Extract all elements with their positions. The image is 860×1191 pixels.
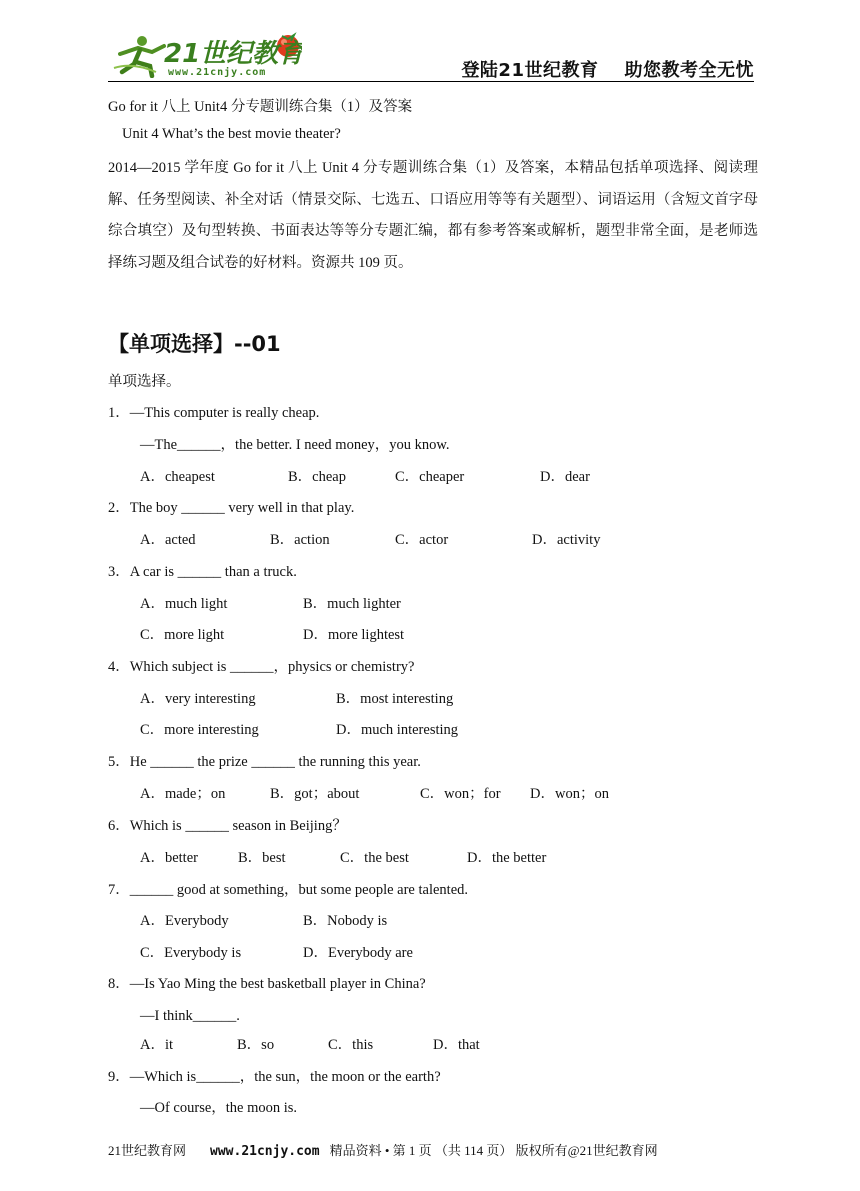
- question-2-stem: 2．The boy ______ very well in that play.: [108, 500, 355, 516]
- question-3-option-c: C．more light: [140, 627, 225, 643]
- page-footer: [108, 1140, 658, 1159]
- section-heading: 【单项选择】--01: [108, 332, 281, 356]
- footer-site: 21世纪教育网: [108, 1143, 187, 1158]
- question-7-option-b: B．Nobody is: [303, 913, 388, 929]
- question-4-option-b: B．most interesting: [336, 691, 454, 707]
- question-2-option-d: D．activity: [532, 532, 601, 548]
- question-5-option-a: A．made；on: [140, 786, 226, 802]
- question-4-option-d: D．much interesting: [336, 722, 459, 738]
- question-7-option-d: D．Everybody are: [303, 945, 413, 961]
- question-8-option-d: D．that: [433, 1037, 480, 1053]
- question-7-option-c: C．Everybody is: [140, 945, 242, 961]
- question-6-stem: 6．Which is ______ season in Beijing？: [108, 818, 347, 834]
- slogan-left: 登陆21世纪教育: [461, 60, 599, 81]
- question-5-stem: 5．He ______ the prize ______ the running this year.: [108, 754, 421, 770]
- question-8-stem-2: —I think______.: [140, 1008, 240, 1024]
- question-9-stem: 9．—Which is______，the sun，the moon or the earth?: [108, 1069, 441, 1085]
- question-3-option-b: B．much lighter: [303, 596, 401, 612]
- question-5-option-d: D．won；on: [530, 786, 609, 802]
- question-5-option-c: C．won；for: [420, 786, 501, 802]
- question-1-option-c: C．cheaper: [395, 469, 465, 485]
- footer-url-link[interactable]: www.21cnjy.com: [210, 1144, 320, 1159]
- site-logo: [112, 32, 302, 78]
- question-3-option-a: A．much light: [140, 596, 228, 612]
- question-7-option-a: A．Everybody: [140, 913, 229, 929]
- document-title: Go for it 八上 Unit4 分专题训练合集（1）及答案: [108, 99, 413, 115]
- logo-url-text: www.21cnjy.com: [168, 67, 267, 78]
- question-6-option-b: B．best: [238, 850, 286, 866]
- intro-paragraph: 2014—2015 学年度 Go for it 八上 Unit 4 分专题训练合集（1）及答案，本精品包括单项选择、阅读理解、任务型阅读、补全对话（情景交际、七选五、口语应用等等有关题型）、词语运用（含短文首字母综合填空）及句型转换、书面表达等等分专题汇编，都有参考答案或解析，题型非常全面，是老师选择练习题及组合试卷的好材料。资源共 109 页。: [108, 160, 758, 271]
- logo-text: 21世纪教育: [164, 39, 302, 69]
- question-3-option-d: D．more lightest: [303, 627, 405, 643]
- question-8-option-a: A．it: [140, 1037, 174, 1053]
- question-8-stem: 8．—Is Yao Ming the best basketball player in China?: [108, 976, 426, 992]
- question-1-stem: 1．—This computer is really cheap.: [108, 405, 320, 421]
- runner-icon: [114, 36, 164, 76]
- question-7-stem: 7．______ good at something，but some people are talented.: [108, 882, 469, 898]
- question-8-option-b: B．so: [237, 1037, 275, 1053]
- question-1-option-d: D．dear: [540, 469, 590, 485]
- question-9-stem-2: —Of course，the moon is.: [140, 1100, 298, 1116]
- header-divider: [108, 81, 754, 82]
- unit-title: Unit 4 What’s the best movie theater?: [122, 126, 341, 142]
- question-2-option-a: A．acted: [140, 532, 196, 548]
- question-1-stem-2: —The______，the better. I need money，you know.: [140, 437, 450, 453]
- question-8-option-c: C．this: [328, 1037, 374, 1053]
- question-6-option-d: D．the better: [467, 850, 547, 866]
- slogan-right: 助您教考全无忧: [624, 60, 754, 81]
- question-2-option-c: C．actor: [395, 532, 449, 548]
- question-6-option-a: A．better: [140, 850, 198, 866]
- section-instruction: 单项选择。: [108, 374, 181, 390]
- footer-page-info: 精品资料 • 第 1 页 （共 114 页） 版权所有@21世纪教育网: [329, 1143, 658, 1158]
- question-4-stem: 4．Which subject is ______，physics or chemistry?: [108, 659, 415, 675]
- question-2-option-b: B．action: [270, 532, 330, 548]
- header-slogan: [461, 56, 754, 82]
- question-4-option-a: A．very interesting: [140, 691, 256, 707]
- question-1-option-a: A．cheapest: [140, 469, 215, 485]
- question-4-option-c: C．more interesting: [140, 722, 259, 738]
- question-3-stem: 3．A car is ______ than a truck.: [108, 564, 297, 580]
- question-6-option-c: C．the best: [340, 850, 409, 866]
- question-5-option-b: B．got；about: [270, 786, 360, 802]
- question-1-option-b: B．cheap: [288, 469, 346, 485]
